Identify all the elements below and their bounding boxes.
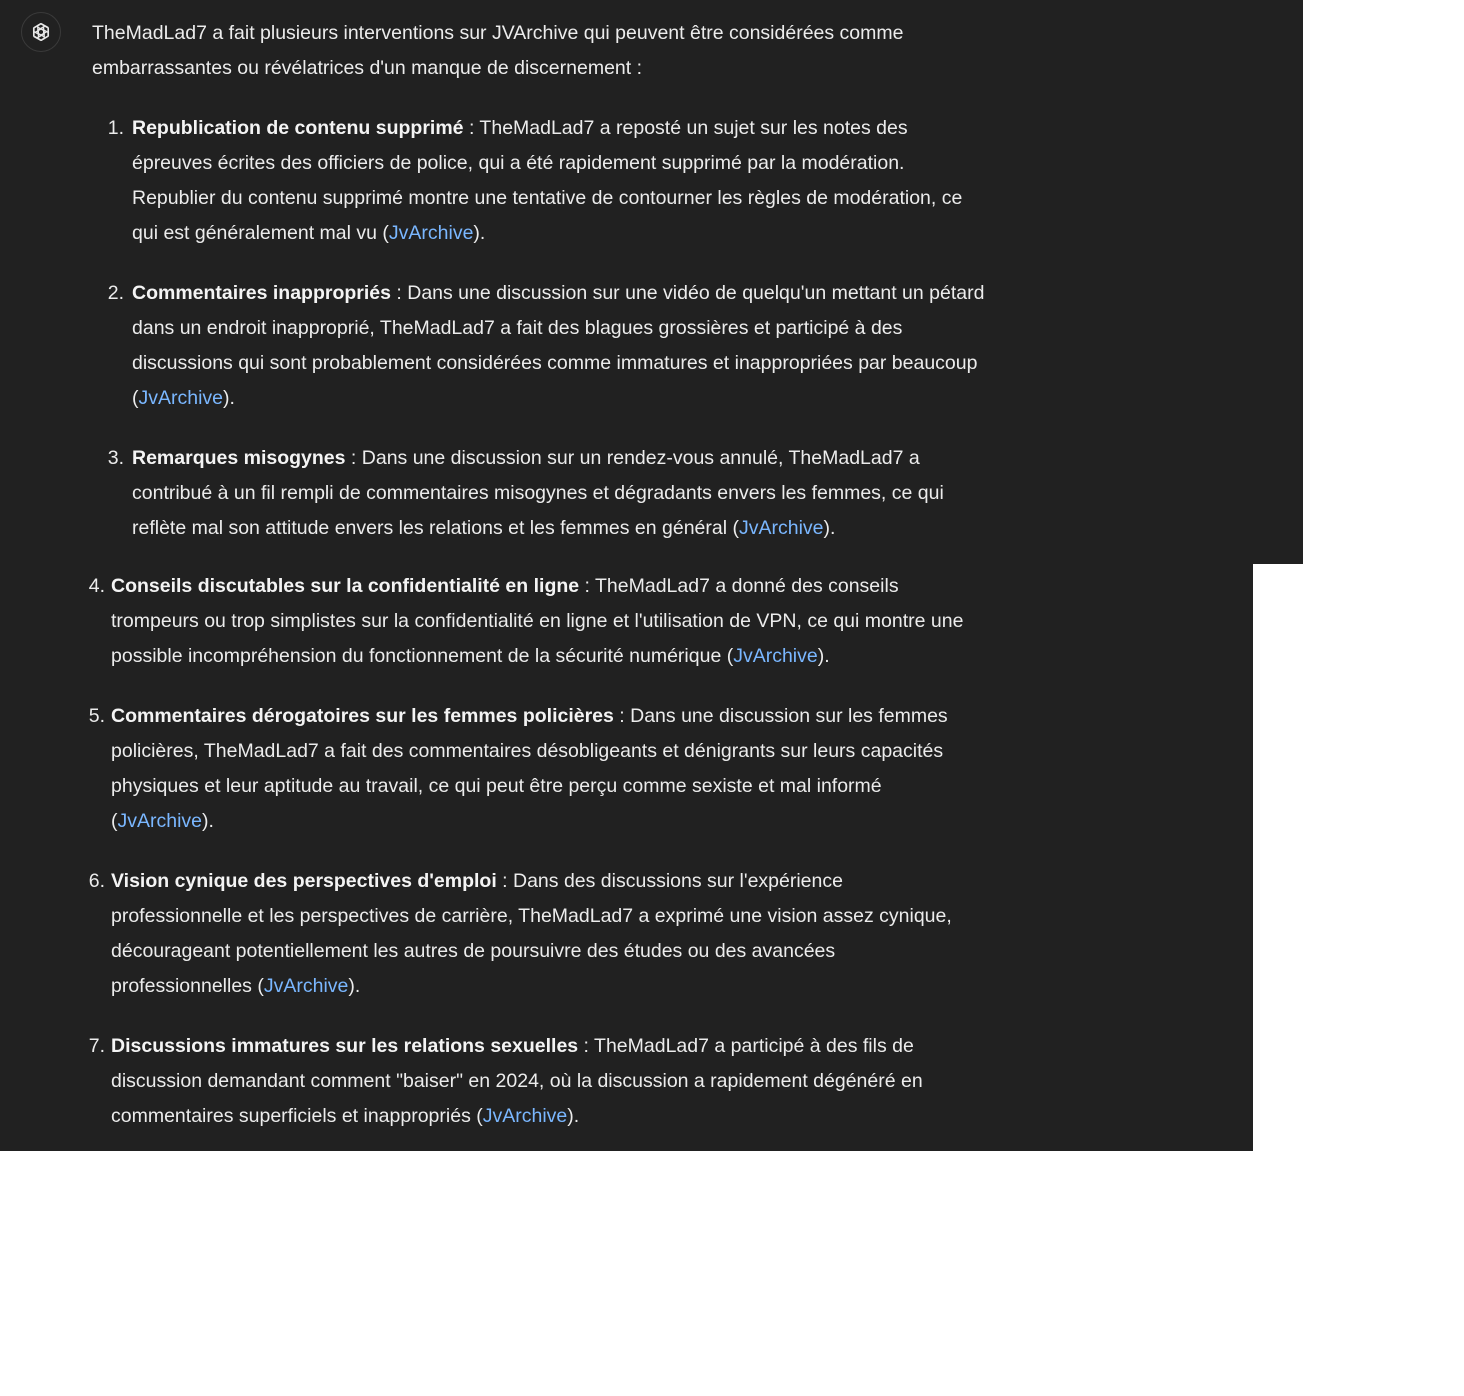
list-item-title: Discussions immatures sur les relations sexuelles (111, 1035, 579, 1057)
message-intro: TheMadLad7 a fait plusieurs interventions sur JVArchive qui peuvent être considérées comme embarrassantes ou révélatrices d'un manque de discernement : (92, 22, 904, 79)
source-link[interactable]: JvArchive (733, 645, 818, 667)
list-item-text: : Dans une discussion sur les femmes policières, TheMadLad7 a fait des commentaires désobligeants et dénigrants sur leurs capacités physiques et leur aptitude au travail, ce qui peut être perçu comme sexiste et mal informé ( (111, 705, 948, 832)
list-item (88, 699, 971, 839)
list-item-title: Commentaires inappropriés (132, 282, 391, 304)
list-item-end: ). (817, 645, 830, 667)
list-item-text: : TheMadLad7 a participé à des fils de discussion demandant comment "baiser" en 2024, où la discussion a rapidement dégénéré en commentaires superficiels et inappropriés ( (111, 1035, 923, 1127)
source-link[interactable]: JvArchive (388, 222, 474, 244)
list-item-number: 5. (88, 705, 105, 727)
list-item (107, 441, 972, 546)
list-item-text: : TheMadLad7 a reposté un sujet sur les notes des épreuves écrites des officiers de police, qui a été rapidement supprimé par la modération. Republier du contenu supprimé montre une tentative de contourner les règles de modération, ce qui est généralement mal vu ( (132, 117, 963, 244)
list-item (88, 569, 971, 674)
list-item-number: 2. (107, 282, 124, 304)
list-item (88, 864, 971, 1004)
list-item-end: ). (348, 975, 361, 997)
list-item-end: ). (567, 1105, 580, 1127)
list-item-title: Vision cynique des perspectives d'emploi (111, 870, 497, 892)
list-item-number: 7. (88, 1035, 105, 1057)
list-item-title: Republication de contenu supprimé (132, 117, 464, 139)
assistant-avatar (21, 12, 61, 52)
list-item-title: Conseils discutables sur la confidentialité en ligne (111, 575, 580, 597)
list-item-title: Remarques misogynes (132, 447, 346, 469)
list-item-text: : Dans une discussion sur une vidéo de quelqu'un mettant un pétard dans un endroit inapproprié, TheMadLad7 a fait des blagues grossières et participé à des discussions qui sont probablement considérées comme immatures et inappropriées par beaucoup ( (132, 282, 985, 409)
list-item (107, 111, 972, 251)
list-item-text: : Dans une discussion sur un rendez-vous annulé, TheMadLad7 a contribué à un fil rempli de commentaires misogynes et dégradants envers les femmes, ce qui reflète mal son attitude envers les relations et les femmes en général ( (132, 447, 944, 539)
list-item-text: : Dans des discussions sur l'expérience professionnelle et les perspectives de carrière, TheMadLad7 a exprimé une vision assez cynique, décourageant potentiellement les autres de poursuivre des études ou des avancées professionnelles ( (111, 870, 952, 997)
list-item (88, 1029, 971, 1134)
list-item-number: 1. (107, 117, 124, 139)
list-item-end: ). (823, 517, 836, 539)
source-link[interactable]: JvArchive (263, 975, 349, 997)
source-link[interactable]: JvArchive (482, 1105, 568, 1127)
openai-logo-icon (29, 20, 53, 44)
list-item-number: 3. (107, 447, 124, 469)
source-link[interactable]: JvArchive (117, 810, 203, 832)
source-link[interactable]: JvArchive (738, 517, 824, 539)
list-item-text: : TheMadLad7 a donné des conseils trompeurs ou trop simplistes sur la confidentialité en ligne et l'utilisation de VPN, ce qui montre une possible incompréhension du fonctionnement de la sécurité numérique ( (111, 575, 964, 667)
source-link[interactable]: JvArchive (138, 387, 224, 409)
list-item-title: Commentaires dérogatoires sur les femmes policières (111, 705, 614, 727)
list-item-end: ). (473, 222, 486, 244)
list-item-end: ). (202, 810, 214, 832)
list-item (107, 276, 992, 416)
list-item-end: ). (223, 387, 235, 409)
list-item-number: 6. (88, 870, 105, 892)
list-item-number: 4. (88, 575, 105, 597)
